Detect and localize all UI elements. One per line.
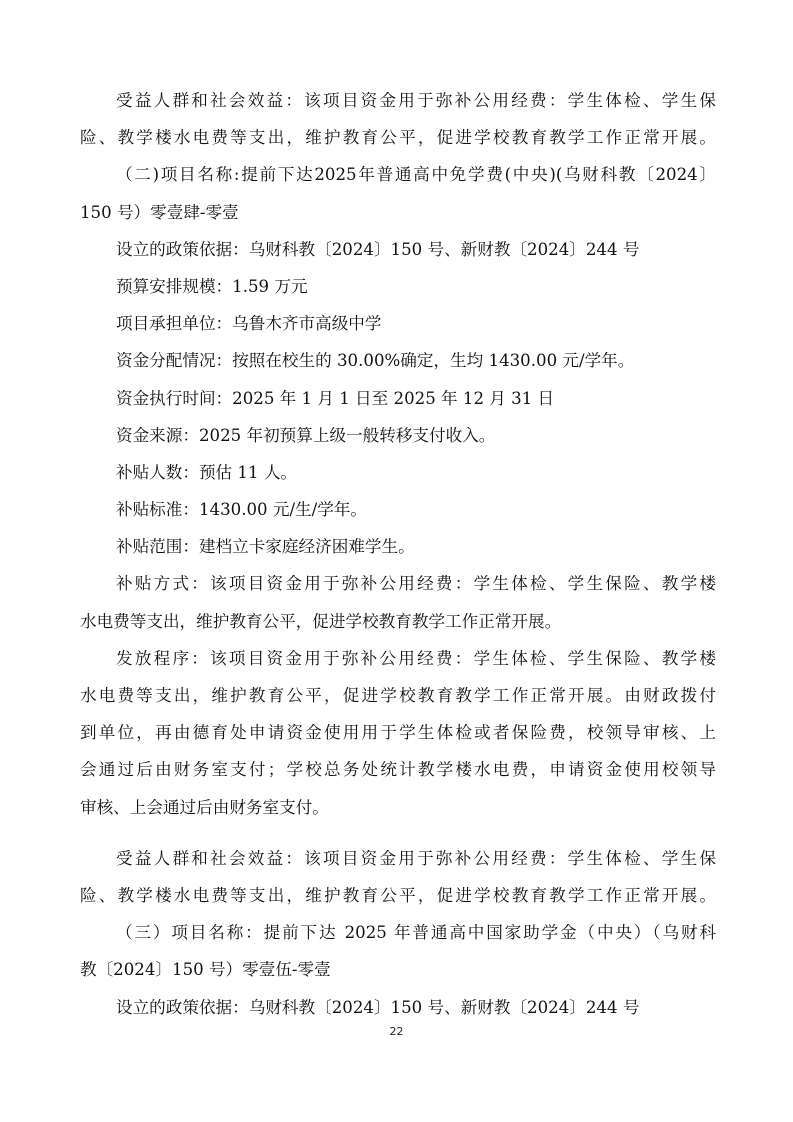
fund-source: 资金来源：2025 年初预算上级一般转移支付收入。	[116, 425, 496, 445]
project-3-heading-line-1: （三）项目名称：提前下达 2025 年普通高中国家助学金（中央）（乌财科	[116, 923, 716, 943]
policy-basis: 设立的政策依据：乌财科教〔2024〕150 号、新财教〔2024〕244 号	[116, 239, 640, 259]
paragraph-spacer	[80, 826, 716, 840]
execution-period: 资金执行时间：2025 年 1 月 1 日至 2025 年 12 月 31 日	[116, 388, 555, 408]
budget-scale: 预算安排规模：1.59 万元	[116, 276, 308, 296]
paragraph-beneficiaries-1-line-1: 受益人群和社会效益：该项目资金用于弥补公用经费：学生体检、学生保	[116, 91, 716, 110]
subsidy-method-line-2: 水电费等支出，维护教育公平，促进学校教育教学工作正常开展。	[80, 611, 562, 631]
policy-basis-project-3: 设立的政策依据：乌财科教〔2024〕150 号、新财教〔2024〕244 号	[116, 997, 640, 1017]
subsidy-scope: 补贴范围：建档立卡家庭经济困难学生。	[116, 537, 415, 557]
fund-allocation: 资金分配情况：按照在校生的 30.00%确定，生均 1430.00 元/学年。	[116, 351, 635, 371]
project-2-heading-line-1: （二)项目名称:提前下达2025年普通高中免学费(中央)(乌财科教〔2024〕	[116, 165, 716, 185]
distribution-procedure-line-1: 发放程序：该项目资金用于弥补公用经费：学生体检、学生保险、教学楼	[116, 648, 716, 668]
distribution-procedure-line-3: 到单位，再由德育处申请资金使用用于学生体检或者保险费，校领导审核、上	[80, 723, 716, 743]
subsidy-count: 补贴人数：预估 11 人。	[116, 462, 298, 482]
project-3-heading-line-2: 教〔2024〕150 号）零壹伍-零壹	[80, 960, 331, 980]
page-number: 22	[389, 1025, 404, 1038]
paragraph-beneficiaries-2-line-2: 险、教学楼水电费等支出，维护教育公平，促进学校教育教学工作正常开展。	[80, 885, 716, 905]
paragraph-beneficiaries-1-line-2: 险、教学楼水电费等支出，维护教育公平，促进学校教育教学工作正常开展。	[80, 128, 716, 148]
project-2-heading-line-2: 150 号）零壹肆-零壹	[80, 202, 239, 222]
distribution-procedure-line-2: 水电费等支出，维护教育公平，促进学校教育教学工作正常开展。由财政拨付	[80, 686, 716, 705]
undertaking-unit: 项目承担单位：乌鲁木齐市高级中学	[116, 314, 382, 334]
paragraph-beneficiaries-2-line-1: 受益人群和社会效益：该项目资金用于弥补公用经费：学生体检、学生保	[116, 848, 716, 868]
subsidy-standard: 补贴标准：1430.00 元/生/学年。	[116, 500, 368, 520]
distribution-procedure-line-4: 会通过后由财务室支付；学校总务处统计教学楼水电费，申请资金使用校领导	[80, 760, 716, 780]
document-body	[80, 82, 716, 1026]
subsidy-method-line-1: 补贴方式：该项目资金用于弥补公用经费：学生体检、学生保险、教学楼	[116, 574, 716, 594]
distribution-procedure-line-5: 审核、上会通过后由财务室支付。	[80, 797, 329, 817]
